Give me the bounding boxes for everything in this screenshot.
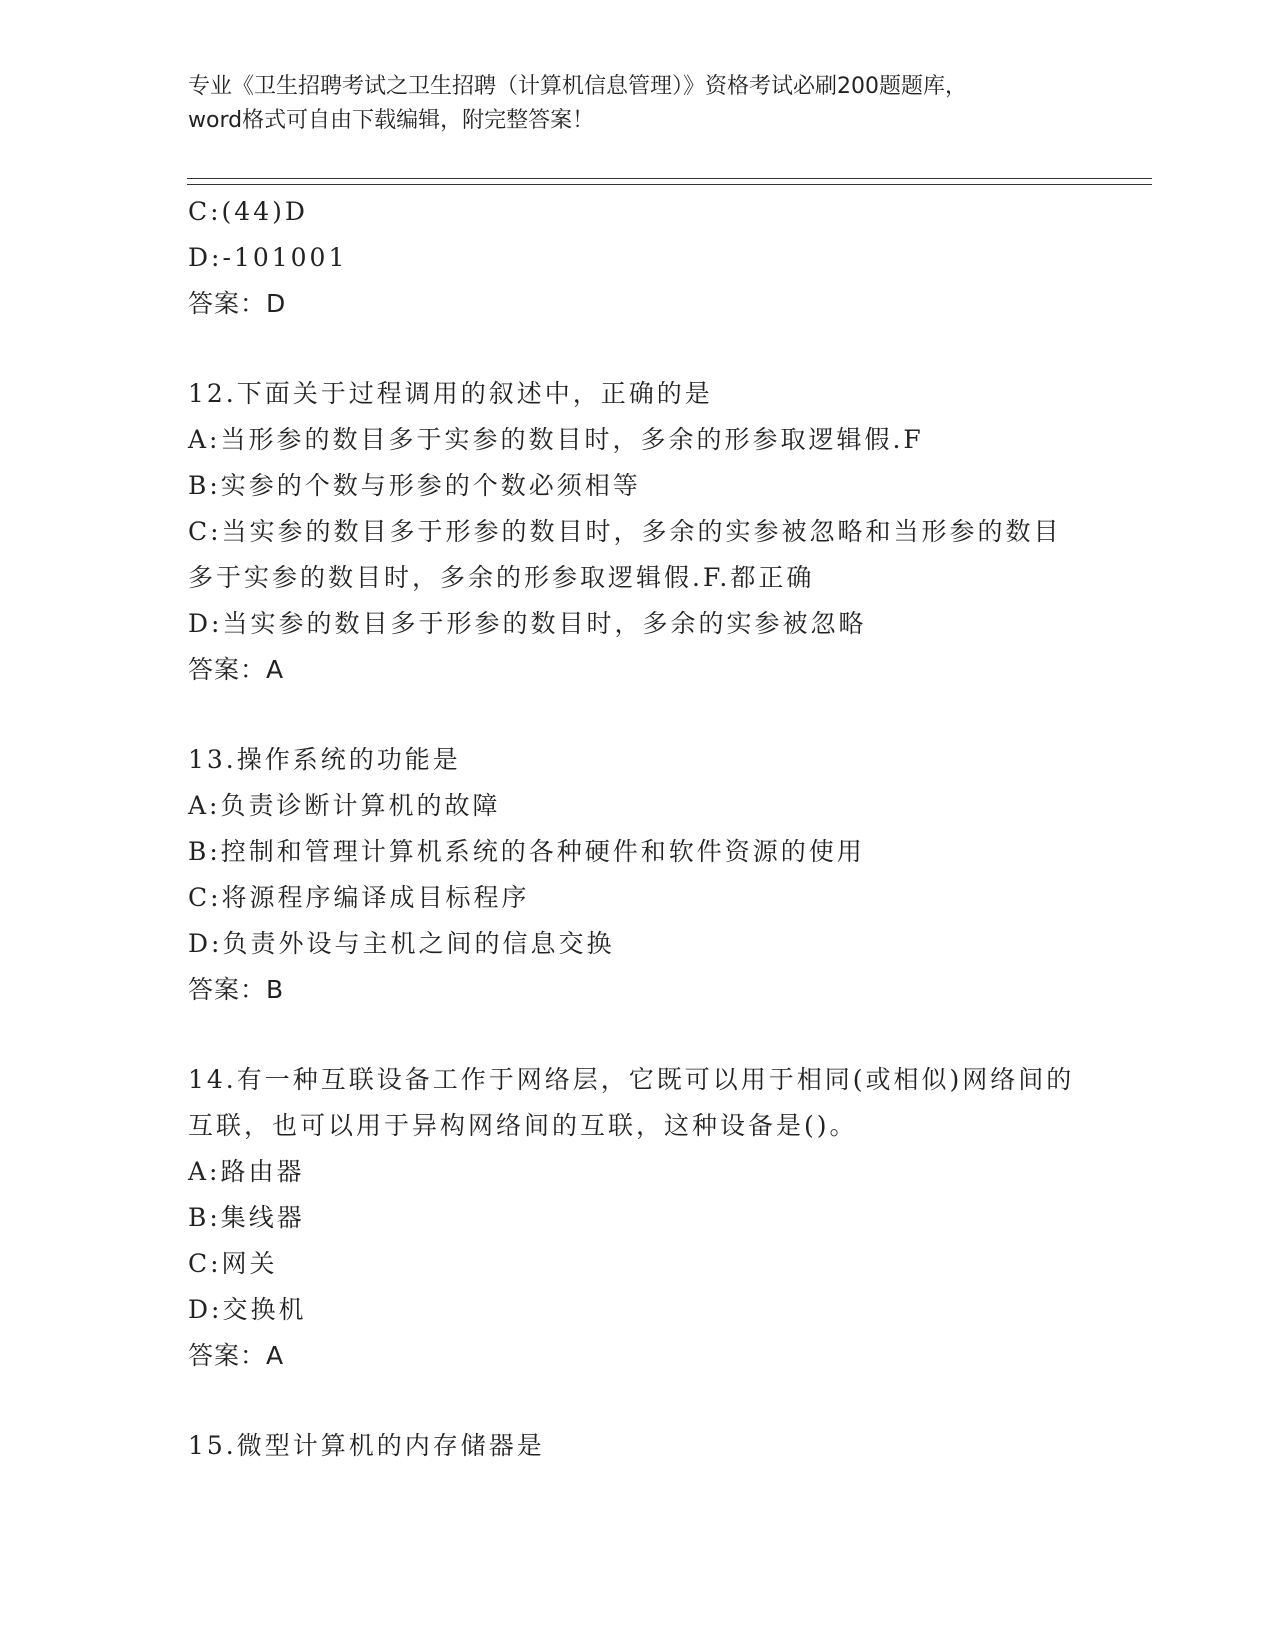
option-a: A:负责诊断计算机的故障: [188, 791, 501, 820]
option-b: B:控制和管理计算机系统的各种硬件和软件资源的使用: [188, 837, 865, 866]
header-divider-top: [187, 178, 1152, 179]
header-divider-bottom: [187, 184, 1152, 185]
spacer: [188, 1013, 1088, 1057]
option-b: B:集线器: [188, 1203, 305, 1232]
option-c: C:当实参的数目多于形参的数目时，多余的实参被忽略和当形参的数目多于实参的数目时，多余的形参取逻辑假.F.都正确: [188, 517, 1062, 592]
option-b: B:实参的个数与形参的个数必须相等: [188, 471, 641, 500]
option-d: D:当实参的数目多于形参的数目时，多余的实参被忽略: [188, 609, 867, 638]
question-stem: 13.操作系统的功能是: [188, 745, 461, 774]
option-d: D:负责外设与主机之间的信息交换: [188, 929, 615, 958]
document-header: [188, 70, 1088, 138]
option-a: A:路由器: [188, 1157, 305, 1186]
answer-line: 答案：A: [188, 1341, 285, 1370]
header-line-1: 专业《卫生招聘考试之卫生招聘（计算机信息管理）》资格考试必刷200题题库，: [188, 74, 967, 99]
question-stem: 14.有一种互联设备工作于网络层，它既可以用于相同(或相似)网络间的互联，也可以用于异构网络间的互联，这种设备是()。: [188, 1065, 1075, 1140]
question-list: [188, 189, 1088, 1469]
question-stem: 12.下面关于过程调用的叙述中，正确的是: [188, 379, 713, 408]
spacer: [188, 693, 1088, 737]
answer-line: 答案：D: [188, 289, 287, 318]
option-a: A:当形参的数目多于实参的数目时，多余的形参取逻辑假.F: [188, 425, 924, 454]
option-d: D:-101001: [188, 243, 348, 272]
answer-line: 答案：A: [188, 655, 285, 684]
spacer: [188, 1379, 1088, 1423]
question-stem: 15.微型计算机的内存储器是: [188, 1431, 545, 1460]
option-c: C:(44)D: [188, 197, 308, 226]
option-d: D:交换机: [188, 1295, 307, 1324]
header-line-2: word格式可自由下载编辑，附完整答案！: [188, 108, 595, 133]
option-c: C:将源程序编译成目标程序: [188, 883, 530, 912]
spacer: [188, 327, 1088, 371]
answer-line: 答案：B: [188, 975, 285, 1004]
option-c: C:网关: [188, 1249, 278, 1278]
